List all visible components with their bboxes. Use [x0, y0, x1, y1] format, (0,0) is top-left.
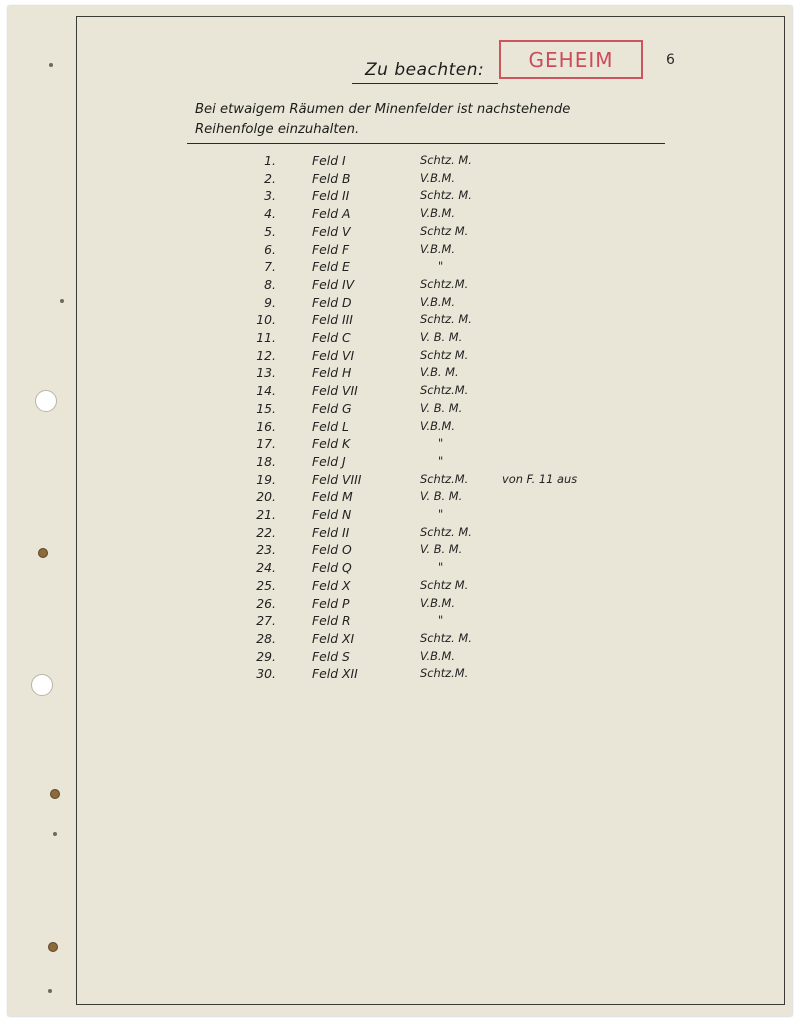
item-number: 30.	[256, 666, 276, 682]
instruction-line-2: Reihenfolge einzuhalten.	[195, 122, 360, 137]
list-item	[0, 507, 700, 524]
mine-type: Schtz. M.	[420, 630, 472, 645]
list-item	[0, 153, 700, 170]
binding-dot	[48, 989, 52, 993]
list-item	[0, 525, 700, 542]
list-item	[0, 330, 700, 347]
field-name: Feld VIII	[312, 471, 362, 487]
mine-type: "	[438, 453, 444, 468]
item-number: 22.	[256, 524, 276, 540]
list-item	[0, 259, 700, 276]
field-name: Feld R	[312, 613, 351, 629]
list-item	[0, 401, 700, 418]
field-name: Feld IV	[312, 276, 355, 292]
item-number: 29.	[256, 648, 276, 664]
list-item	[0, 454, 700, 471]
mine-type: V.B.M.	[420, 206, 455, 221]
item-number: 1.	[264, 153, 276, 168]
list-item	[0, 206, 700, 223]
list-item	[0, 188, 700, 205]
item-number: 16.	[256, 418, 276, 434]
mine-type: "	[438, 507, 444, 521]
field-name: Feld M	[312, 489, 353, 505]
item-number: 24.	[256, 560, 276, 576]
item-number: 9.	[264, 294, 276, 310]
mine-type: V.B.M.	[420, 170, 455, 185]
field-name: Feld VII	[312, 383, 358, 399]
field-name: Feld K	[312, 436, 351, 452]
list-item	[0, 631, 700, 648]
item-number: 3.	[264, 188, 276, 204]
list-item	[0, 224, 700, 241]
mine-type: V. B. M.	[420, 330, 463, 344]
list-item	[0, 489, 700, 506]
mine-type: Schtz. M.	[420, 524, 472, 539]
mine-type: Schtz M.	[420, 347, 469, 362]
field-name: Feld III	[312, 312, 353, 328]
mine-type: "	[438, 560, 444, 575]
field-name: Feld A	[312, 206, 351, 222]
binding-rivet	[48, 942, 58, 952]
instruction-line-1: Bei etwaigem Räumen der Minenfelder ist nachstehende	[195, 102, 571, 117]
item-number: 10.	[256, 312, 276, 328]
mine-type: Schtz M.	[420, 223, 469, 238]
binding-rivet	[50, 789, 60, 799]
classification-stamp: GEHEIM	[499, 40, 643, 79]
item-number: 15.	[256, 400, 276, 416]
mine-type: Schtz.M.	[420, 383, 469, 398]
list-item	[0, 295, 700, 312]
field-name: Feld O	[312, 542, 352, 558]
mine-type: Schtz.M.	[420, 276, 469, 291]
mine-type: V.B.M.	[420, 595, 455, 610]
field-name: Feld H	[312, 365, 352, 381]
item-number: 2.	[264, 170, 276, 186]
item-number: 11.	[256, 330, 276, 345]
mine-type: "	[438, 436, 444, 451]
item-number: 13.	[256, 365, 276, 381]
list-item	[0, 560, 700, 577]
mine-type: V. B. M.	[420, 489, 463, 504]
field-name: Feld I	[312, 153, 346, 168]
list-item	[0, 312, 700, 329]
field-name: Feld VI	[312, 347, 355, 363]
field-name: Feld F	[312, 241, 350, 257]
mine-type: V. B. M.	[420, 400, 463, 415]
item-number: 8.	[264, 276, 276, 292]
mine-type: V.B. M.	[420, 365, 459, 380]
field-name: Feld N	[312, 507, 352, 522]
field-name: Feld B	[312, 170, 351, 186]
item-number: 17.	[256, 436, 276, 452]
item-note: von F. 11 aus	[502, 471, 578, 486]
list-item	[0, 348, 700, 365]
list-item	[0, 542, 700, 559]
mine-type: V.B.M.	[420, 418, 455, 433]
list-item	[0, 419, 700, 436]
mine-type: V.B.M.	[420, 294, 455, 309]
item-number: 25.	[256, 577, 276, 593]
item-number: 23.	[256, 542, 276, 558]
mine-type: Schtz.M.	[420, 471, 469, 486]
field-name: Feld II	[312, 188, 350, 204]
list-item	[0, 436, 700, 453]
list-item	[0, 578, 700, 595]
item-number: 5.	[264, 223, 276, 239]
mine-type: Schtz.M.	[420, 666, 469, 681]
list-item	[0, 242, 700, 259]
list-item	[0, 666, 700, 683]
item-number: 12.	[256, 347, 276, 363]
instruction-rule	[187, 143, 665, 144]
mine-type: V.B.M.	[420, 648, 455, 663]
item-number: 7.	[264, 259, 276, 275]
binding-dot	[53, 832, 57, 836]
field-name: Feld Q	[312, 560, 352, 576]
field-name: Feld S	[312, 648, 350, 664]
item-number: 4.	[264, 206, 276, 222]
item-number: 20.	[256, 489, 276, 505]
list-item	[0, 171, 700, 188]
item-number: 18.	[256, 453, 276, 469]
item-number: 28.	[256, 630, 276, 646]
field-name: Feld XII	[312, 666, 358, 682]
mine-type: Schtz. M.	[420, 188, 472, 203]
list-item	[0, 649, 700, 666]
item-number: 21.	[256, 507, 276, 522]
mine-type: Schtz. M.	[420, 312, 472, 327]
instruction-text	[195, 100, 675, 140]
field-name: Feld X	[312, 577, 351, 593]
field-name: Feld J	[312, 453, 346, 469]
item-number: 26.	[256, 595, 276, 611]
field-name: Feld G	[312, 400, 352, 416]
field-name: Feld L	[312, 418, 349, 434]
list-item	[0, 277, 700, 294]
item-number: 19.	[256, 471, 276, 487]
list-item	[0, 613, 700, 630]
mine-type: "	[438, 259, 444, 274]
document-heading: Zu beachten:	[365, 60, 485, 80]
mine-type: "	[438, 613, 444, 628]
list-item	[0, 365, 700, 382]
field-name: Feld P	[312, 595, 350, 611]
page-number: 6	[666, 52, 675, 68]
item-number: 27.	[256, 613, 276, 629]
field-name: Feld C	[312, 330, 351, 345]
field-name: Feld D	[312, 294, 352, 310]
field-name: Feld II	[312, 524, 350, 540]
item-number: 6.	[264, 241, 276, 257]
field-name: Feld V	[312, 223, 351, 239]
item-number: 14.	[256, 383, 276, 399]
mine-type: V.B.M.	[420, 241, 455, 256]
list-item	[0, 383, 700, 400]
list-item	[0, 596, 700, 613]
field-name: Feld E	[312, 259, 350, 275]
mine-type: Schtz. M.	[420, 153, 472, 167]
list-item	[0, 472, 700, 489]
field-name: Feld XI	[312, 630, 355, 646]
mine-type: Schtz M.	[420, 577, 469, 592]
mine-type: V. B. M.	[420, 542, 463, 557]
binding-dot	[49, 63, 53, 67]
heading-underline	[352, 83, 498, 84]
